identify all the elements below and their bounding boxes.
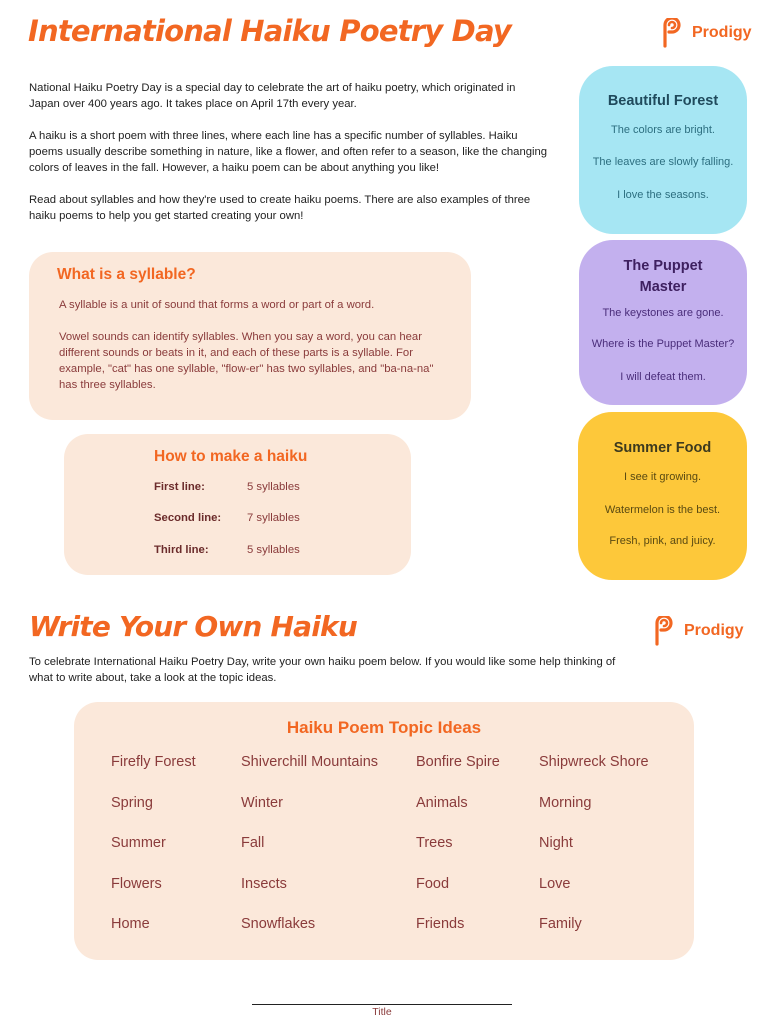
intro-paragraph: National Haiku Poetry Day is a special day to celebrate the art of haiku poetry, which originated in Japan over 400 years ago. It takes place on April 17th every year. [29, 82, 516, 110]
title-writing-line[interactable] [252, 1004, 512, 1005]
topics-column [241, 754, 378, 957]
example-card-line: The leaves are slowly falling. [592, 156, 734, 168]
example-card-line: I will defeat them. [620, 371, 706, 383]
topic-item: Summer [111, 835, 166, 851]
howto-row-label: First line: [154, 481, 205, 493]
topic-item: Snowflakes [241, 916, 316, 932]
howto-row-label: Second line: [154, 512, 222, 524]
example-card-title: Summer Food [613, 440, 712, 456]
example-card-title: The Puppet Master [623, 258, 703, 295]
example-card-line: Fresh, pink, and juicy. [609, 535, 716, 547]
intro-text [29, 80, 549, 240]
syllable-panel [29, 252, 471, 420]
topics-column [416, 754, 500, 957]
topic-item: Night [539, 835, 573, 851]
example-card-line: The colors are bright. [611, 124, 715, 136]
example-card-title: Beautiful Forest [607, 93, 719, 109]
topic-item: Spring [111, 794, 153, 811]
write-intro: To celebrate International Haiku Poetry Day, write your own haiku poem below. If you would like some help thinking of what to write about, take a look at the topic ideas. [29, 656, 616, 684]
example-card-forest [579, 66, 747, 234]
page-title: International Haiku Poetry Day [28, 14, 511, 48]
prodigy-logo-text: Prodigy [684, 622, 744, 639]
prodigy-logo[interactable] [652, 616, 744, 646]
topic-item: Insects [241, 875, 287, 892]
syllable-text [59, 297, 449, 409]
example-card-line: Where is the Puppet Master? [591, 338, 735, 350]
topic-item: Fall [241, 835, 265, 851]
topic-item: Winter [241, 794, 283, 811]
example-card-line: The keystones are gone. [602, 307, 724, 319]
howto-row-value: 5 syllables [247, 481, 300, 493]
topic-item: Shipwreck Shore [539, 754, 649, 770]
topic-item: Bonfire Spire [416, 754, 500, 770]
howto-title: How to make a haiku [154, 448, 308, 465]
howto-row-value: 5 syllables [247, 544, 300, 556]
topics-column [111, 754, 196, 957]
topics-column [539, 754, 649, 957]
example-card-summer [578, 412, 747, 580]
topics-title: Haiku Poem Topic Ideas [286, 718, 482, 737]
syllable-title: What is a syllable? [57, 266, 196, 283]
prodigy-logo-icon [652, 616, 678, 646]
topic-item: Friends [416, 916, 465, 932]
topic-item: Love [539, 875, 571, 892]
intro-paragraph: A haiku is a short poem with three lines, where each line has a specific number of syllables. Haiku poems usually describe something in nature, like a flower, and often refer to a season, like the changing colors of leaves in the fall. However, a haiku poem can be about anything you like! [29, 130, 548, 174]
topic-item: Trees [416, 835, 453, 851]
prodigy-logo-text: Prodigy [692, 24, 752, 41]
howto-row-value: 7 syllables [247, 512, 300, 524]
topic-item: Home [111, 916, 150, 932]
syllable-paragraph: Vowel sounds can identify syllables. When you say a word, you can hear different sounds or beats in it, and each of these parts is a syllable. For example, "cat" has one syllable, "flow-er" has two syllables, and "ba-na-na" has three syllables. [59, 331, 434, 391]
example-card-puppet [579, 240, 747, 405]
syllable-paragraph: A syllable is a unit of sound that forms a word or part of a word. [59, 299, 375, 311]
intro-paragraph: Read about syllables and how they're used to create haiku poems. There are also examples of three haiku poems to help you get started creating your own! [29, 194, 531, 222]
prodigy-logo[interactable] [660, 18, 752, 48]
topic-item: Flowers [111, 875, 162, 892]
example-card-line: I see it growing. [623, 471, 702, 483]
topic-item: Animals [416, 794, 468, 811]
topic-item: Firefly Forest [111, 754, 196, 770]
prodigy-logo-icon [660, 18, 686, 48]
section-title-write: Write Your Own Haiku [29, 610, 357, 643]
topic-item: Morning [539, 794, 592, 811]
topic-item: Food [416, 875, 450, 892]
howto-row-label: Third line: [154, 544, 209, 556]
topic-item: Shiverchill Mountains [241, 754, 379, 770]
topics-panel [74, 702, 694, 960]
example-card-line: Watermelon is the best. [604, 504, 721, 516]
topic-item: Family [539, 916, 582, 932]
title-label: Title [372, 1006, 392, 1018]
howto-panel [64, 434, 411, 575]
example-card-line: I love the seasons. [617, 189, 709, 201]
